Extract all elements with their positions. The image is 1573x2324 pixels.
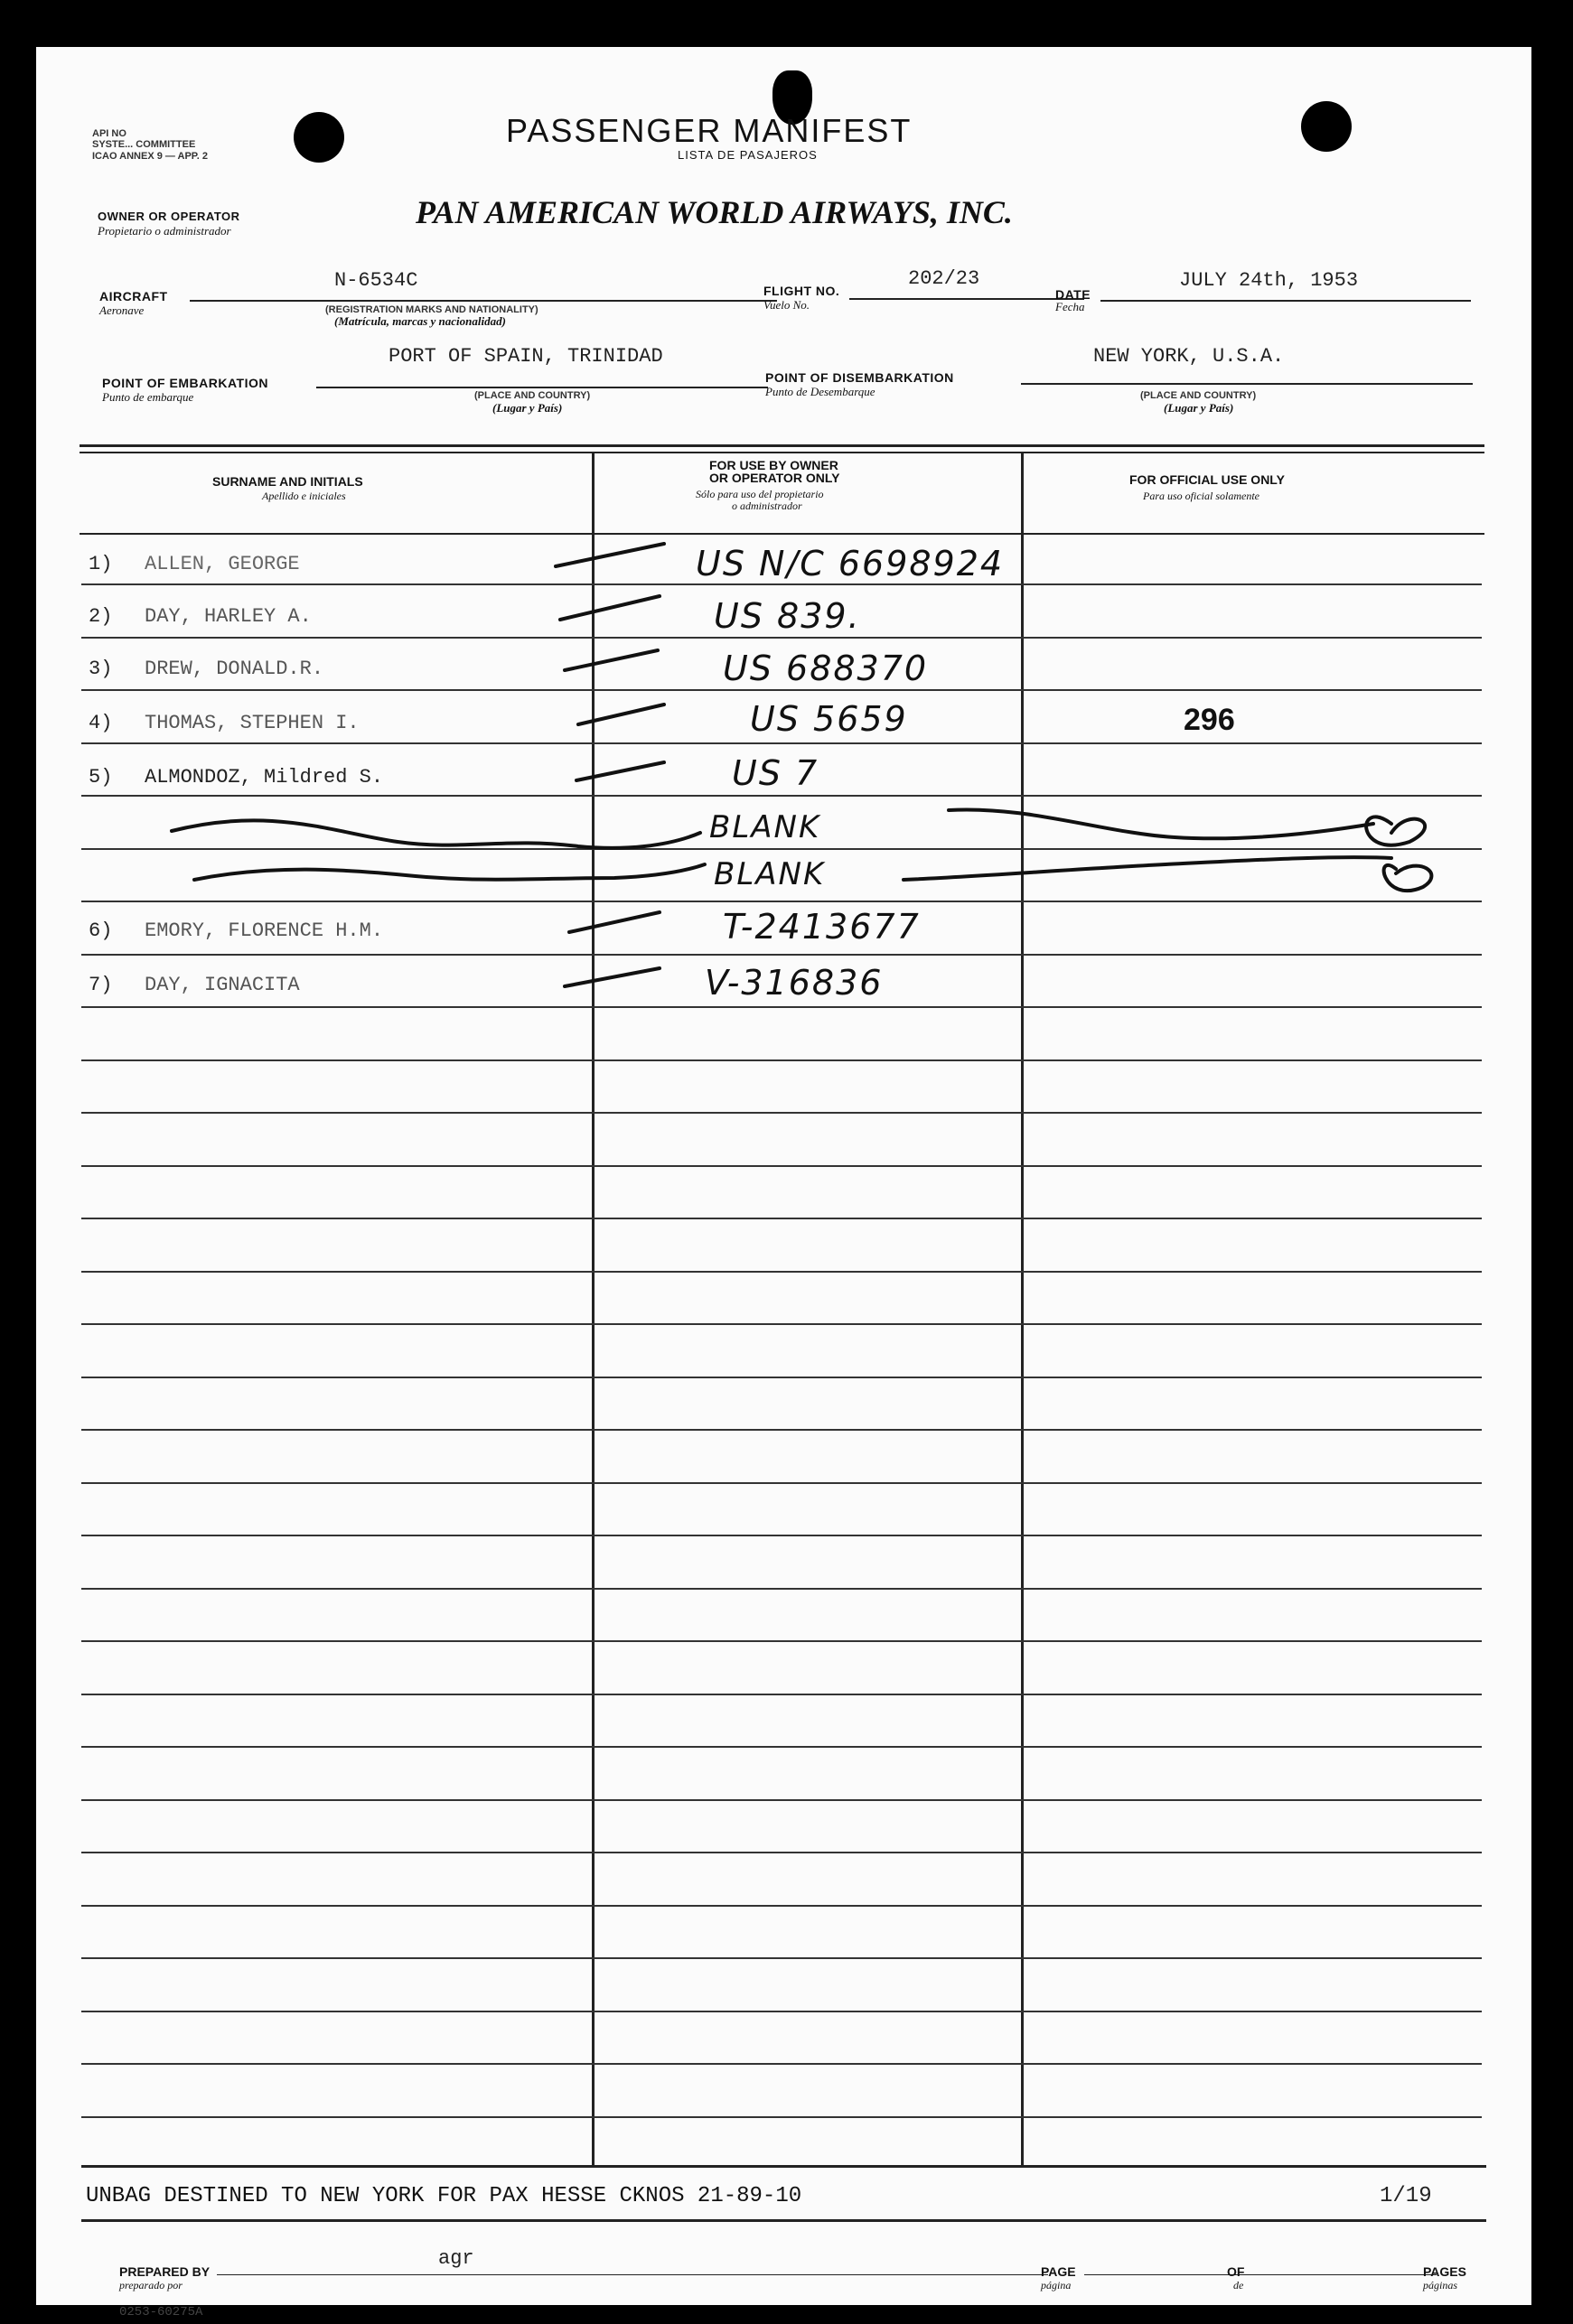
check-stroke [565,968,660,986]
passenger-name: EMORY, FLORENCE H.M. [145,919,384,942]
passenger-name: THOMAS, STEPHEN I. [145,712,360,734]
passenger-num: 4) [89,712,113,734]
date-label-es: Fecha [1055,300,1085,313]
table-row-rule [81,2116,1482,2118]
form-number: 0253-60275A [119,2305,203,2319]
disembark-place-note-es: (Lugar y País) [1164,401,1234,415]
initials-stroke [1384,865,1432,891]
registration-note-es: (Matrícula, marcas y nacionalidad) [334,314,506,328]
registration-note: (REGISTRATION MARKS AND NATIONALITY) [325,304,538,315]
table-row-rule [81,1271,1482,1273]
embark-place-note: (PLACE AND COUNTRY) [474,390,591,401]
passenger-name: DREW, DONALD.R. [145,658,324,680]
owner-label: OWNER OR OPERATOR [98,210,240,223]
blank-row-stroke [172,820,700,848]
blank-row-stroke [904,857,1391,880]
passenger-num: 6) [89,919,113,942]
passenger-operator-entry: T-2413677 [723,907,921,947]
flight-value: 202/23 [908,267,980,290]
table-row-rule [81,1429,1482,1431]
of-label: OF [1227,2264,1245,2279]
date-value: JULY 24th, 1953 [1179,269,1359,292]
footer-rule [81,2165,1486,2168]
table-row-rule [81,1694,1482,1695]
check-stroke [560,596,660,620]
col-official-header-es: Para uso oficial solamente [1143,490,1259,502]
corner-note-2: SYSTE... COMMITTEE [92,139,196,150]
embark-place-note-es: (Lugar y País) [492,401,563,415]
table-row-rule [81,1482,1482,1484]
passenger-operator-entry: US 7 [732,753,819,793]
manifest-title-es: LISTA DE PASAJEROS [678,148,818,162]
table-row-rule [81,1905,1482,1907]
table-row-rule [81,1218,1482,1219]
passenger-operator-entry: BLANK [709,809,821,845]
embark-value: PORT OF SPAIN, TRINIDAD [389,345,663,368]
table-row-rule [81,1535,1482,1536]
passenger-operator-entry: BLANK [714,856,826,892]
table-row-rule [81,1746,1482,1748]
check-stroke [569,912,660,932]
footer-note: UNBAG DESTINED TO NEW YORK FOR PAX HESSE CKNOS 21-89-10 [86,2184,802,2208]
aircraft-value: N-6534C [334,269,418,292]
passenger-num: 2) [89,605,113,628]
blank-row-stroke [194,864,705,880]
passenger-operator-entry: US 5659 [750,699,908,739]
date-label: DATE [1055,287,1091,302]
table-row-rule [81,1588,1482,1590]
col-operator-header-es-1: Sólo para uso del propietario [696,488,824,500]
check-stroke [565,650,658,670]
table-row-rule [81,1957,1482,1959]
col-operator-header-es-2: o administrador [732,499,802,512]
check-stroke [576,762,664,780]
footer-page-ref: 1/19 [1380,2184,1432,2208]
pages-label: PAGES [1423,2264,1466,2279]
passenger-operator-entry: US 839. [714,596,861,636]
table-row-rule [81,1323,1482,1325]
col-official-header: FOR OFFICIAL USE ONLY [1129,472,1285,487]
corner-note-3: ICAO ANNEX 9 — APP. 2 [92,151,208,162]
disembark-label: POINT OF DISEMBARKATION [765,370,954,385]
passenger-official-entry: 296 [1184,703,1235,737]
table-row-rule [81,1852,1482,1853]
passenger-operator-entry: V-316836 [705,963,884,1003]
prepared-label: PREPARED BY [119,2264,211,2279]
page-label: PAGE [1041,2264,1076,2279]
initials-stroke [1366,817,1425,845]
prepared-line [217,2274,1048,2275]
embark-label: POINT OF EMBARKATION [102,376,268,390]
disembark-place-note: (PLACE AND COUNTRY) [1140,390,1257,401]
of-line [1256,2274,1437,2275]
col-surname-header-es: Apellido e iniciales [262,490,346,502]
col-surname-header: SURNAME AND INITIALS [212,474,363,489]
check-stroke [578,705,664,724]
col-operator-header-1: FOR USE BY OWNER [709,458,838,472]
passenger-name: ALMONDOZ, Mildred S. [145,766,384,789]
passenger-num: 5) [89,766,113,789]
passenger-num: 7) [89,974,113,996]
company-name: PAN AMERICAN WORLD AIRWAYS, INC. [416,194,1013,230]
handwritten-marks [36,47,1531,1131]
table-row-rule [81,2063,1482,2065]
passenger-name: DAY, HARLEY A. [145,605,312,628]
table-row-rule [81,1640,1482,1642]
table-row-rule [81,1165,1482,1167]
passenger-name: ALLEN, GEORGE [145,553,300,575]
passenger-num: 1) [89,553,113,575]
aircraft-label-es: Aeronave [99,303,145,317]
embark-label-es: Punto de embarque [102,390,194,404]
blank-row-stroke [949,809,1373,838]
corner-note-1: API NO [92,128,126,139]
disembark-value: NEW YORK, U.S.A. [1093,345,1285,368]
check-stroke [556,544,664,566]
owner-label-es: Propietario o administrador [98,224,231,238]
manifest-sheet [36,47,1531,2319]
flight-label-es: Vuelo No. [763,298,810,312]
footer-rule-2 [81,2219,1486,2222]
passenger-name: DAY, IGNACITA [145,974,300,996]
passenger-operator-entry: US N/C 6698924 [696,544,1005,583]
prepared-value: agr [438,2247,474,2270]
pages-label-es: páginas [1423,2279,1458,2291]
page-label-es: página [1041,2279,1072,2291]
manifest-title: PASSENGER MANIFEST [506,112,913,149]
flight-label: FLIGHT NO. [763,284,840,298]
of-label-es: de [1233,2279,1244,2291]
aircraft-label: AIRCRAFT [99,289,168,303]
col-operator-header-2: OR OPERATOR ONLY [709,471,840,485]
disembark-label-es: Punto de Desembarque [765,385,875,398]
prepared-label-es: preparado por [119,2279,183,2291]
passenger-operator-entry: US 688370 [723,649,929,688]
table-row-rule [81,2011,1482,2012]
passenger-num: 3) [89,658,113,680]
table-row-rule [81,1377,1482,1378]
table-row-rule [81,1799,1482,1801]
